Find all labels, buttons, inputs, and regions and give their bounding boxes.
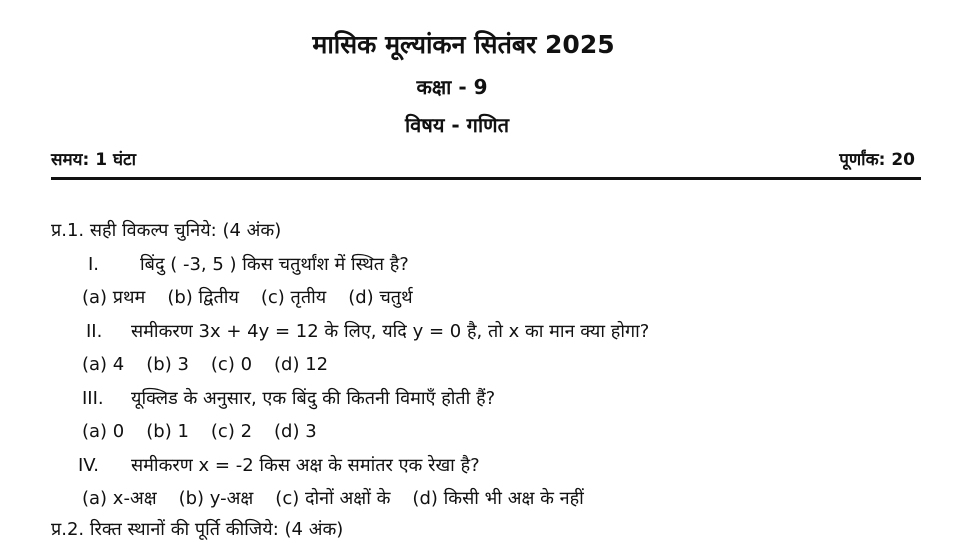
class-label: कक्षा - 9 bbox=[416, 75, 488, 99]
options-row bbox=[82, 285, 413, 311]
option-a: (a) प्रथम bbox=[82, 287, 146, 308]
question-text: समीकरण 3x + 4y = 12 के लिए, यदि y = 0 है, तो x का मान क्या होगा? bbox=[131, 321, 650, 342]
options-row bbox=[82, 486, 584, 512]
header-divider bbox=[51, 177, 921, 180]
option-c: (c) 2 bbox=[210, 421, 253, 442]
option-c: (c) दोनों अक्षों के bbox=[275, 488, 391, 509]
option-d: (d) 12 bbox=[274, 354, 329, 375]
option-b: (b) 1 bbox=[146, 421, 189, 442]
option-a: (a) x-अक्ष bbox=[82, 488, 157, 509]
question-text: बिंदु ( -3, 5 ) किस चतुर्थांश में स्थित है? bbox=[140, 254, 409, 275]
max-marks-label: पूर्णांक: 20 bbox=[839, 150, 915, 170]
time-label: समय: 1 घंटा bbox=[51, 150, 136, 170]
option-d: (d) 3 bbox=[274, 421, 317, 442]
question-text: समीकरण x = -2 किस अक्ष के समांतर एक रेखा है? bbox=[131, 455, 480, 476]
question-item bbox=[78, 453, 480, 479]
option-d: (d) किसी भी अक्ष के नहीं bbox=[412, 488, 584, 509]
page-title: मासिक मूल्यांकन सितंबर 2025 bbox=[312, 30, 615, 59]
options-row bbox=[82, 419, 317, 445]
subject-label: विषय - गणित bbox=[405, 113, 509, 137]
option-d: (d) चतुर्थ bbox=[348, 287, 413, 308]
question-number: II. bbox=[86, 321, 103, 342]
option-a: (a) 0 bbox=[82, 421, 125, 442]
question-number: III. bbox=[82, 388, 104, 409]
question-number: IV. bbox=[78, 455, 100, 476]
section-heading: प्र.1. सही विकल्प चुनिये: (4 अंक) bbox=[51, 220, 282, 241]
option-c: (c) 0 bbox=[210, 354, 253, 375]
option-b: (b) द्वितीय bbox=[167, 287, 239, 308]
question-item bbox=[86, 319, 649, 345]
option-a: (a) 4 bbox=[82, 354, 125, 375]
option-c: (c) तृतीय bbox=[260, 287, 327, 308]
question-number: I. bbox=[88, 254, 100, 275]
question-text: यूक्लिड के अनुसार, एक बिंदु की कितनी विमाएँ होती हैं? bbox=[131, 388, 496, 409]
option-b: (b) 3 bbox=[146, 354, 189, 375]
section-heading: प्र.2. रिक्त स्थानों की पूर्ति कीजिये: (4 अंक) bbox=[51, 519, 344, 540]
options-row bbox=[82, 352, 328, 378]
question-item bbox=[88, 252, 409, 278]
question-item bbox=[82, 386, 495, 412]
option-b: (b) y-अक्ष bbox=[178, 488, 254, 509]
